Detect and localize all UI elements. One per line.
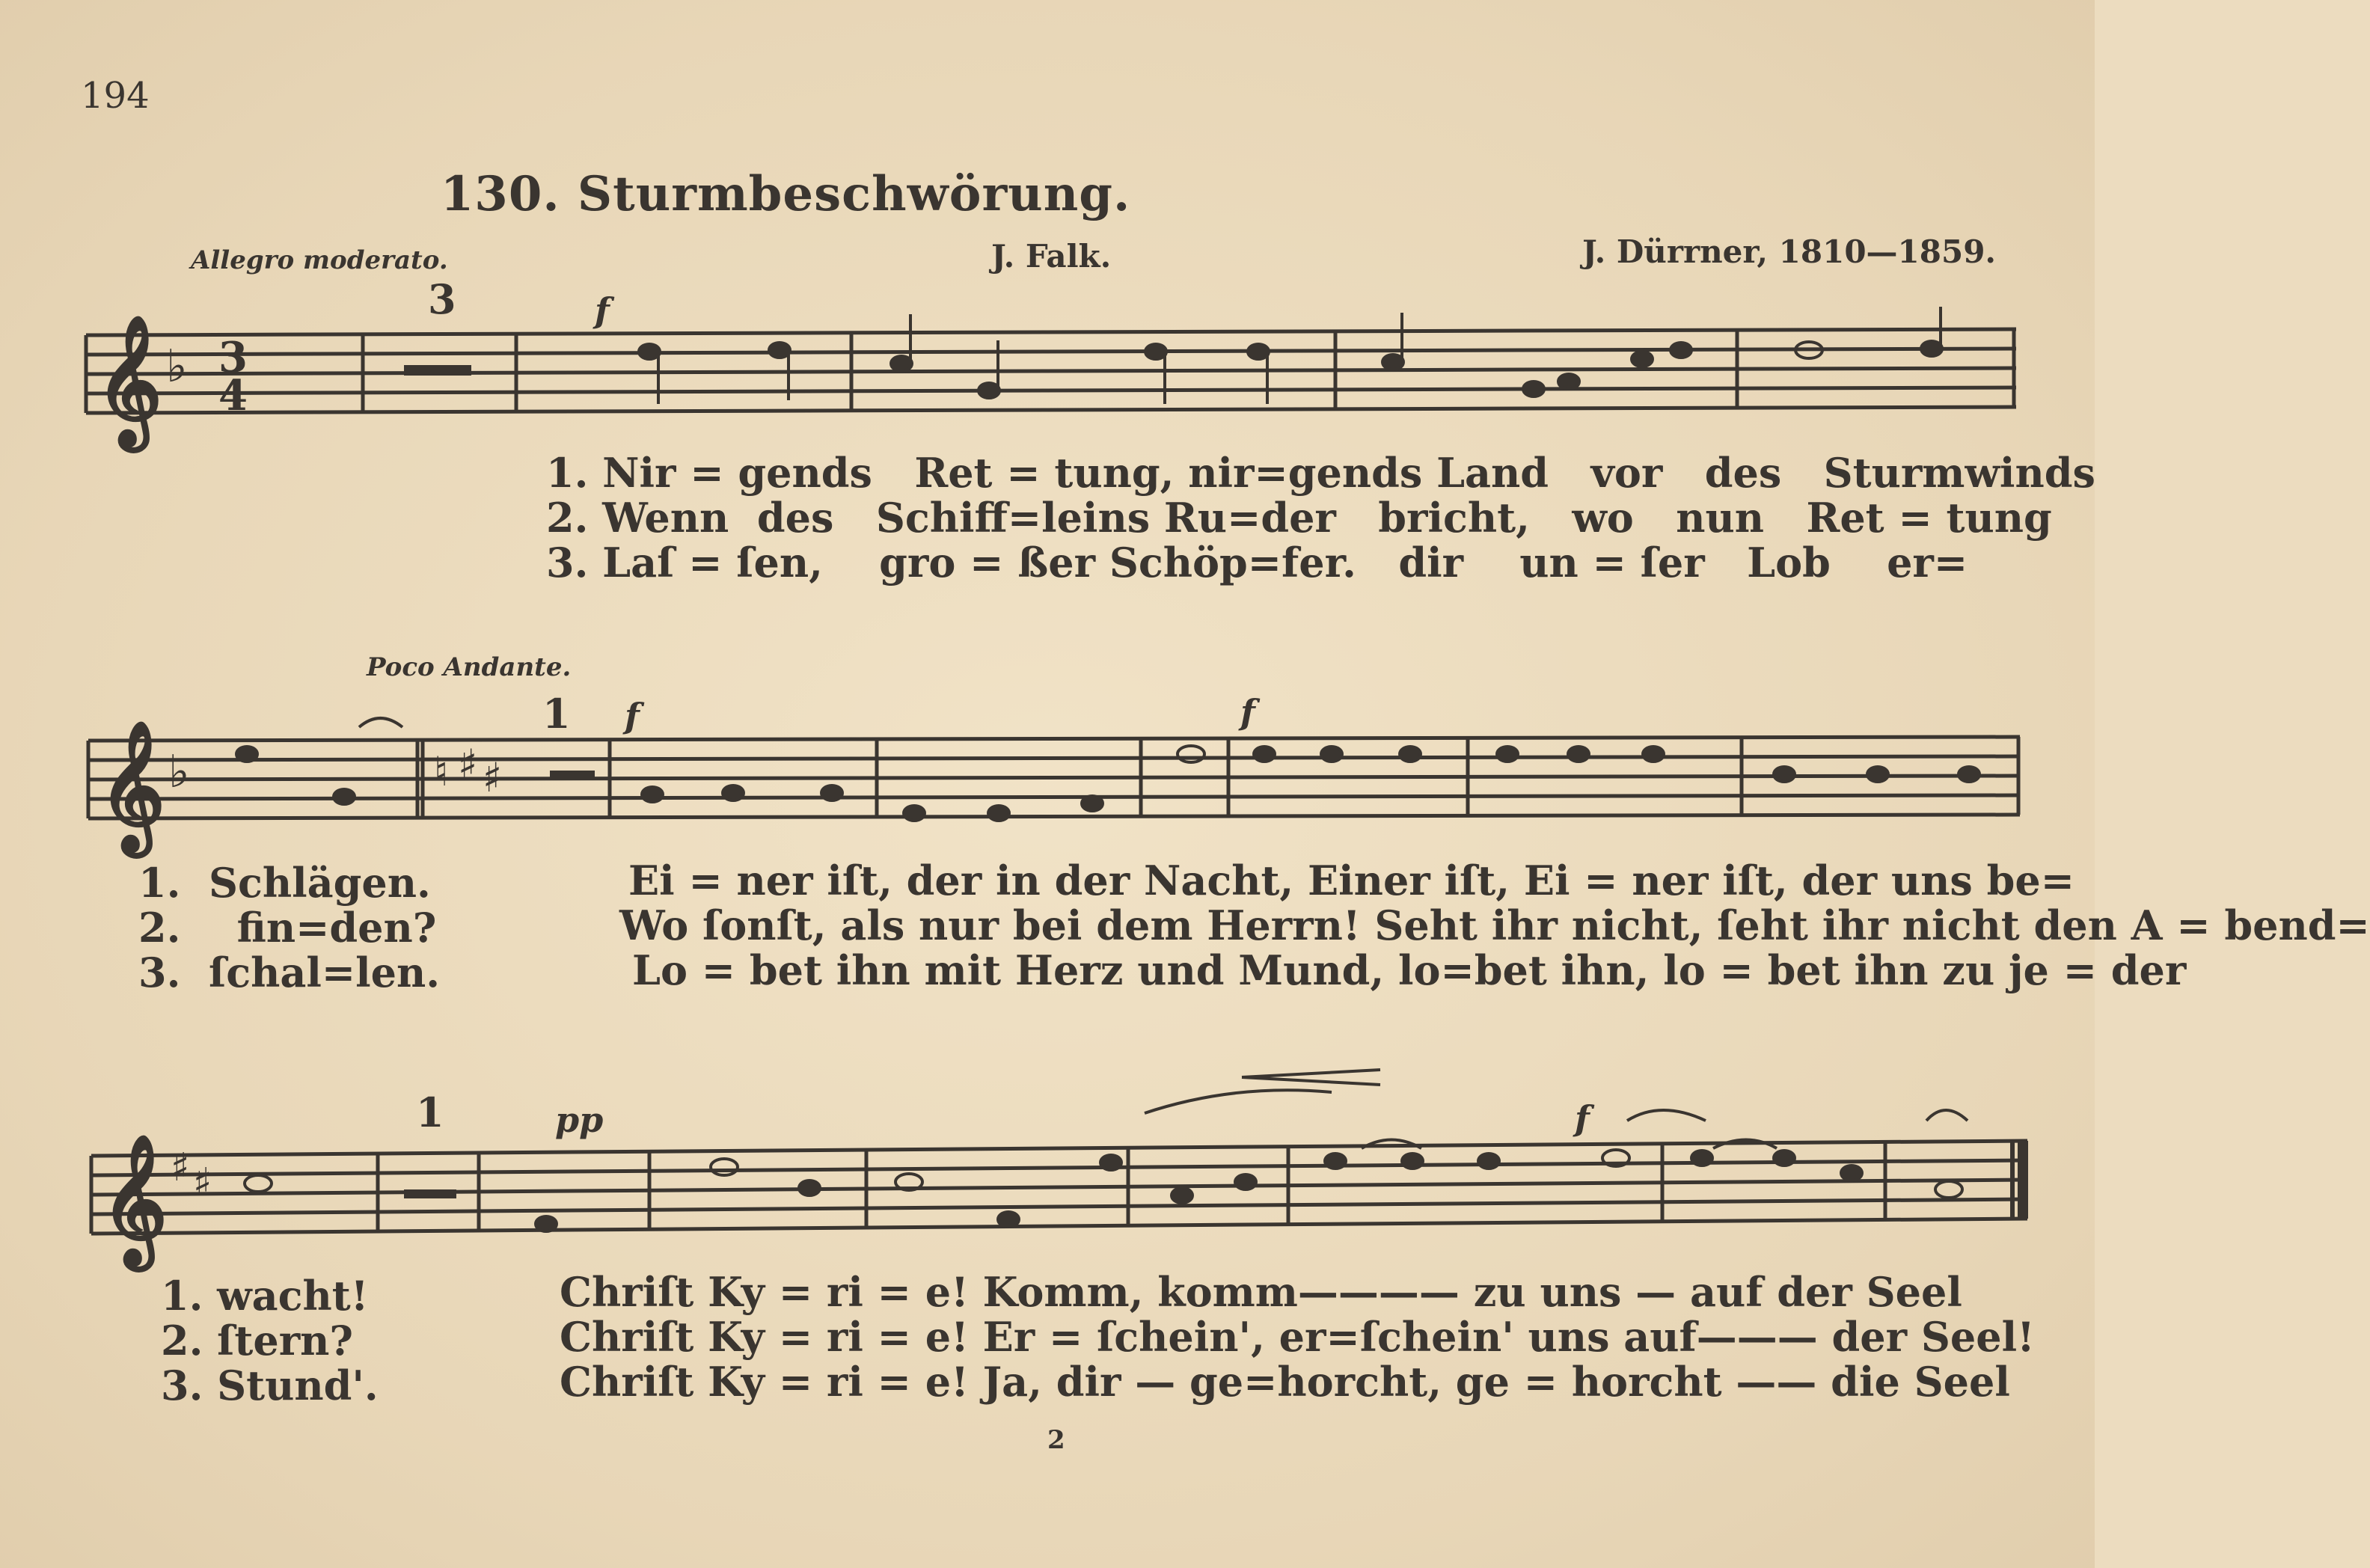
staff-system-2 <box>88 737 2020 818</box>
fermata-icon <box>1926 1110 1968 1121</box>
verse-label-2: 2. fin=den? <box>138 904 437 952</box>
lyricist: J. Falk. <box>991 238 1112 275</box>
treble-clef-icon: 𝄞 <box>99 720 165 851</box>
lyrics-line-3-3: Chriſt Ky = ri = e! Ja, dir — ge=horcht, ge = horcht —— die Seel <box>560 1358 2010 1406</box>
tempo-marking: Allegro moderato. <box>191 245 448 275</box>
sharp-key-icon: ♯ <box>483 753 503 801</box>
whole-rest-bar <box>404 365 471 376</box>
flat-key-icon: ♭ <box>168 746 190 798</box>
staff-system-1 <box>86 329 2016 413</box>
verse-label-1: 1. Schlägen. <box>138 859 431 907</box>
time-sig-top: 3 <box>218 333 248 382</box>
lyrics-line-2-3: Lo = bet ihn mit Herz und Mund, lo=bet ihn, lo = bet ihn zu je = der <box>632 946 2187 994</box>
slur-mark <box>1145 1090 1332 1113</box>
dynamic-forte: f <box>1240 692 1255 732</box>
dynamic-pianissimo: pp <box>555 1100 604 1140</box>
lyrics-line-3-2: Chriſt Ky = ri = e! Er = ſchein', er=ſchein' uns auf——— der Seel! <box>560 1313 2035 1361</box>
sharp-key-icon: ♯ <box>171 1145 190 1190</box>
lyrics-line-1-1: 1. Nir = gends Ret = tung, nir=gends Land vor des Sturmwinds <box>546 449 2095 497</box>
fermata-icon <box>359 718 402 727</box>
dynamic-forte: f <box>1575 1098 1590 1139</box>
flat-key-icon: ♭ <box>166 340 188 393</box>
staff-system-3 <box>91 1141 2027 1234</box>
tempo-marking-2: Poco Andante. <box>367 652 572 682</box>
lyrics-line-1-3: 3. Laſ = ſen, gro = ßer Schöp=fer. dir un = ſer Lob er= <box>546 539 1968 587</box>
verse-label-1: 1. wacht! <box>161 1272 369 1320</box>
song-number: 130. <box>440 166 560 222</box>
slur-mark <box>1627 1110 1706 1121</box>
treble-clef-icon: 𝄞 <box>101 1133 168 1265</box>
multi-rest-count: 1 <box>542 690 571 738</box>
page-number: 194 <box>81 75 150 117</box>
signature-mark: 2 <box>1047 1425 1065 1455</box>
verse-label-2: 2. ſtern? <box>161 1317 354 1365</box>
time-sig-bottom: 4 <box>218 371 248 420</box>
treble-clef-icon: 𝄞 <box>96 314 162 446</box>
lyrics-line-2-2: Wo ſonſt, als nur bei dem Herrn! Seht ihr nicht, ſeht ihr nicht den A = bend= <box>619 901 2370 949</box>
sharp-key-icon: ♯ <box>193 1160 212 1205</box>
multi-rest-count: 3 <box>428 275 456 323</box>
verse-label-3: 3. ſchal=len. <box>138 949 441 996</box>
whole-rest-bar <box>404 1189 456 1198</box>
lyrics-line-2-1: Ei = ner iſt, der in der Nacht, Einer iſt, Ei = ner iſt, der uns be= <box>628 857 2074 904</box>
sharp-key-icon: ♯ <box>458 740 478 788</box>
lyrics-line-3-1: Chriſt Ky = ri = e! Komm, komm———— zu uns — auf der Seel <box>560 1268 1962 1316</box>
whole-rest-bar <box>550 771 595 780</box>
composer: J. Dürrner, 1810—1859. <box>1582 233 1997 270</box>
verse-label-3: 3. Stund'. <box>161 1362 379 1409</box>
song-title: Sturmbeschwörung. <box>577 166 1131 222</box>
dynamic-forte: f <box>595 290 610 331</box>
natural-sign-icon: ♮ <box>434 747 449 795</box>
lyrics-line-1-2: 2. Wenn des Schiff=leins Ru=der bricht, wo nun Ret = tung <box>546 494 2052 542</box>
dynamic-forte: f <box>625 696 640 736</box>
multi-rest-count: 1 <box>416 1088 444 1136</box>
hairpin-mark <box>1242 1070 1380 1085</box>
